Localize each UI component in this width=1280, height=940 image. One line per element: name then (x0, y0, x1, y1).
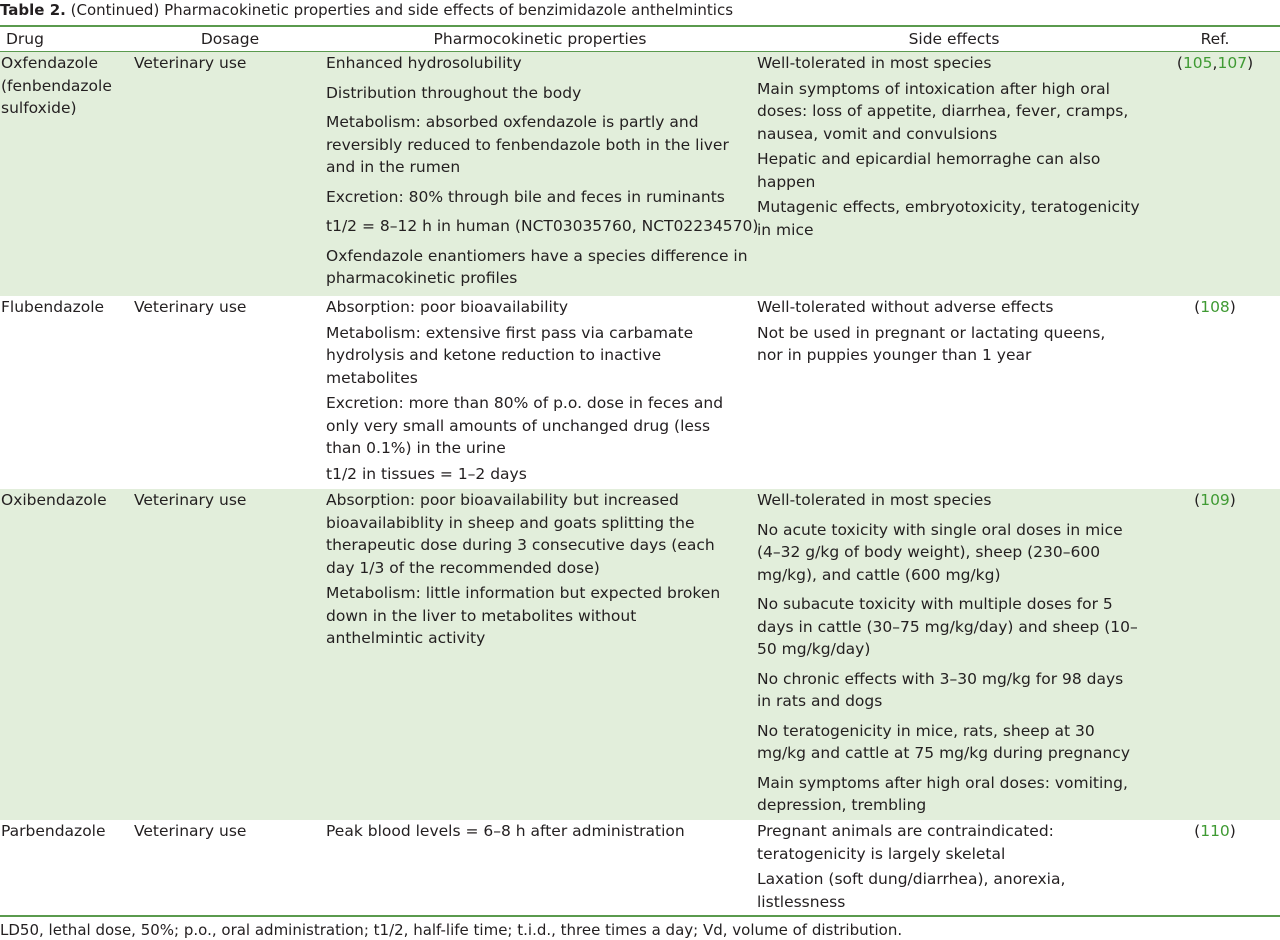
cell-pk (326, 820, 751, 846)
ref-open: ( (1194, 491, 1201, 509)
side-effect-item: Hepatic and epicardial hemorraghe can also happen (757, 150, 1101, 191)
ref-open: ( (1194, 822, 1201, 840)
side-effect-item: Well-tolerated without adverse effects (757, 298, 1054, 316)
cell-dosage: Veterinary use (134, 54, 247, 72)
cell-drug: Flubendazole (1, 298, 105, 316)
ref-link[interactable]: 107 (1217, 54, 1248, 72)
header-dosage: Dosage (200, 30, 260, 48)
ref-link[interactable]: 108 (1200, 298, 1230, 316)
side-effect-item: Main symptoms after high oral doses: vomiting, depression, trembling (757, 773, 1128, 814)
cell-drug: Oxibendazole (1, 491, 107, 509)
cell-side-effects (757, 820, 1097, 916)
side-effect-item: Main symptoms of intoxication after high oral doses: loss of appetite, diarrhea, fever, cramps, nausea, vomit and convulsions (757, 79, 1129, 143)
side-effect-item: No teratogenicity in mice, rats, sheep at 30 mg/kg and cattle at 75 mg/kg during pregnancy (757, 721, 1131, 762)
header-ref: Ref. (1200, 30, 1230, 48)
pk-item: Excretion: 80% through bile and feces in ruminants (326, 187, 725, 206)
cell-dosage: Veterinary use (134, 822, 247, 840)
pk-item: Absorption: poor bioavailability but increased bioavailabiblity in sheep and goats splitting the therapeutic dose during 3 consecutive days (each day 1/3 of the recommended dose) (326, 491, 715, 577)
pk-item: t1/2 in tissues = 1–2 days (326, 464, 527, 483)
side-effect-item: No subacute toxicity with multiple doses for 5 days in cattle (30–75 mg/kg/day) and sheep (10–50 mg/kg/day) (757, 595, 1138, 658)
pk-item: Absorption: poor bioavailability (326, 298, 569, 316)
side-effect-item: Well-tolerated in most species (757, 491, 992, 509)
pk-item: Peak blood levels = 6–8 h after administration (326, 822, 685, 840)
cell-pk (326, 296, 736, 488)
pk-item: Metabolism: absorbed oxfendazole is partly and reversibly reduced to fenbendazole both in the liver and in the rumen (326, 113, 729, 176)
cell-drug: Parbendazole (1, 822, 106, 840)
cell-side-effects (757, 489, 1139, 824)
cell-drug: Oxfendazole (fenbendazole sulfoxide) (1, 54, 112, 117)
table-header-row (0, 27, 1280, 51)
cell-ref (1160, 296, 1270, 319)
table-caption-label: Table 2. (0, 1, 66, 19)
cell-pk (326, 489, 726, 653)
pk-item: t1/2 = 8–12 h in human (NCT03035760, NCT02234570) (326, 217, 759, 235)
pk-item: Metabolism: extensive first pass via carbamate hydrolysis and ketone reduction to inactive metabolites (326, 323, 694, 387)
cell-side-effects (757, 296, 1132, 370)
ref-separator: , (1212, 54, 1218, 72)
ref-open: ( (1194, 298, 1201, 316)
ref-close: ) (1229, 298, 1236, 316)
ref-close: ) (1229, 491, 1236, 509)
table-bottom-rule (0, 915, 1280, 917)
cell-dosage: Veterinary use (134, 491, 247, 509)
ref-open: ( (1176, 54, 1183, 72)
ref-link[interactable]: 110 (1200, 822, 1230, 840)
header-side-effects: Side effects (908, 30, 1000, 48)
side-effect-item: Well-tolerated in most species (757, 54, 992, 72)
side-effect-item: Mutagenic effects, embryotoxicity, teratogenicity in mice (757, 198, 1140, 239)
cell-ref (1160, 489, 1270, 512)
cell-dosage: Veterinary use (134, 298, 247, 316)
table-caption (0, 0, 1280, 24)
side-effect-item: No acute toxicity with single oral doses in mice (4–32 g/kg of body weight), sheep (230–600 mg/kg), and cattle (600 mg/kg) (757, 520, 1123, 584)
side-effect-item: Pregnant animals are contraindicated: teratogenicity is largely skeletal (757, 822, 1054, 863)
table-row-oxfendazole (0, 52, 1280, 296)
cell-side-effects (757, 52, 1142, 244)
table-footnote: LD50, lethal dose, 50%; p.o., oral administration; t1/2, half-life time; t.i.d., three times a day; Vd, volume of distribution. (0, 921, 903, 939)
table-row-oxibendazole (0, 489, 1280, 820)
ref-close: ) (1247, 54, 1254, 72)
header-drug: Drug (6, 30, 44, 48)
pk-item: Metabolism: little information but expected broken down in the liver to metabolites without anthelmintic activity (326, 584, 721, 647)
cell-ref (1160, 52, 1270, 75)
cell-pk (326, 52, 759, 297)
header-pk: Pharmocokinetic properties (433, 30, 647, 48)
pk-item: Excretion: more than 80% of p.o. dose in feces and only very small amounts of unchanged drug (less than 0.1%) in the urine (326, 394, 724, 457)
ref-link[interactable]: 109 (1200, 491, 1230, 509)
table-row-flubendazole (0, 296, 1280, 489)
side-effect-item: Laxation (soft dung/diarrhea), anorexia, listlessness (757, 870, 1066, 911)
table-row-parbendazole (0, 820, 1280, 915)
pk-item: Oxfendazole enantiomers have a species difference in pharmacokinetic profiles (326, 246, 748, 287)
pk-item: Distribution throughout the body (326, 83, 582, 102)
ref-link[interactable]: 105 (1182, 54, 1213, 72)
table-caption-text: (Continued) Pharmacokinetic properties and side effects of benzimidazole anthelmintics (70, 1, 734, 19)
cell-ref (1160, 820, 1270, 843)
ref-close: ) (1229, 822, 1236, 840)
side-effect-item: Not be used in pregnant or lactating queens, nor in puppies younger than 1 year (757, 323, 1106, 364)
pk-item: Enhanced hydrosolubility (326, 54, 522, 72)
side-effect-item: No chronic effects with 3–30 mg/kg for 98 days in rats and dogs (757, 669, 1124, 710)
